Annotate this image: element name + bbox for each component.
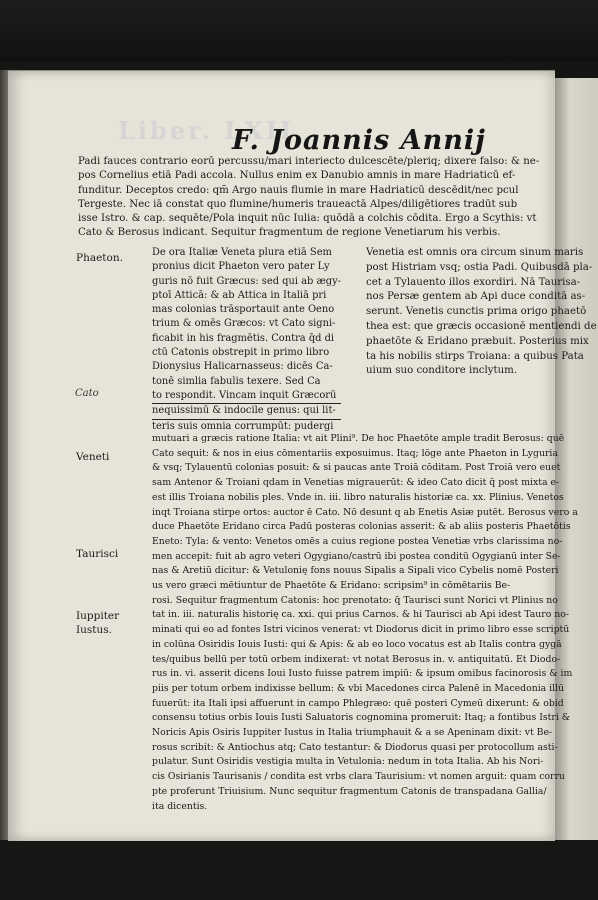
- text-line: minati qui eo ad fontes Istri vicinos venerat: vt Diodorus dicit in primo libro esse scriptū: [152, 624, 570, 636]
- text-line: Cato sequit: & nos in eius cōmentariis exposuimus. Itaq; lōge ante Phaeton in Lyguria: [152, 447, 558, 459]
- text-line: ficabit in his fragmētis. Contra q̄d di: [152, 332, 335, 344]
- text-line: ta his nobilis stirps Troiana: a quibus Pata: [366, 350, 584, 362]
- text-line: duce Phaetōte Eridano circa Padū posteras colonias asserit: & ab aliis posteris Phaetōtis: [152, 521, 571, 533]
- margin-note-taurisci: Taurisci: [76, 548, 119, 560]
- text-line: rosi. Sequitur fragmentum Catonis: hoc prenotato: q̄ Taurisci sunt Norici vt Plinius no: [152, 594, 558, 606]
- text-line: tat in. iii. naturalis historię ca. xxi. qui prius Carnos. & hi Taurisci ab Api idest Tauro no-: [152, 609, 570, 621]
- running-header: F. Joannis Annij: [232, 125, 486, 156]
- text-line: post Histriam vsq; ostia Padi. Quibusdā pla-: [366, 261, 593, 273]
- text-line: in colūna Osiridis Iouis Iusti: qui & Apis: & ab eo loco vocatus est ab Italis contra gygā: [152, 638, 562, 650]
- text-line: phaetōte & Eridano præbuit. Posterius mix: [366, 335, 589, 347]
- text-line: tonē simlia fabulis texere. Sed Ca: [152, 375, 321, 387]
- text-line: sam Antenor & Troiani qdam in Venetias migrauerūt: & ideo Cato dicit q̄ post mixta e-: [152, 477, 560, 489]
- text-line: cis Osirianis Taurisanis / condita est vrbs clara Taurisium: vt nomen arguit: quam corru: [152, 771, 565, 783]
- main-text: [152, 432, 578, 814]
- margin-note-phaeton: Phaeton.: [76, 252, 123, 264]
- text-line: to respondit. Vincam inquit Græcorū: [152, 389, 341, 404]
- text-line: rus in. vi. asserit dicens Ioui Iusto fuisse patrem impiū: & ipsum omibus facinorosis & im: [152, 668, 573, 680]
- text-line: tes/quibus bellū per totū orbem indixerat: vt notat Berosus in. v. antiquitatū. Et Diodo-: [152, 653, 561, 665]
- text-line: Padi fauces contrario eorū percussu/mari interiecto dulcescēte/pleriq; dixere falso: & ne-: [78, 156, 540, 167]
- text-line: Eneto: Tyla: & vento: Venetos omēs a cuius regione postea Venetiæ vrbs clarissima no-: [152, 535, 563, 547]
- margin-note-veneti: Veneti: [76, 451, 110, 463]
- margin-note-iuppiter: Iuppiter: [76, 610, 120, 622]
- text-line: funditur. Deceptos credo: qm̄ Argo nauis flumie in mare Hadriaticū descēdit/nec pcul: [78, 184, 519, 196]
- text-line: pronius dicit Phaeton vero pater Ly: [152, 261, 330, 273]
- text-line: mas colonias trāsportauit ante Oeno: [152, 304, 335, 316]
- text-line: nos Persæ gentem ab Api duce conditā as-: [366, 291, 586, 303]
- text-line: isse Istro. & cap. sequēte/Pola inquit nūc Iulia: quōdā a colchis cōdita. Ergo a Scythis: vt: [78, 213, 537, 225]
- text-line: thea est: que græcis occasionē mentiendi de: [366, 320, 597, 332]
- text-line: trium & omēs Græcos: vt Cato signi-: [152, 318, 336, 330]
- text-line: Tergeste. Nec iā constat quo flumine/humeris traueactā Alpes/diligētiores tradūt sub: [78, 198, 518, 210]
- text-line: pos Cornelius etiā Padi accola. Nullus enim ex Danubio amnis in mare Hadriaticū ef-: [78, 170, 516, 182]
- text-line: rosus scribit: & Antiochus atq; Cato testantur: & Diodorus quasi per protocollum asti-: [152, 741, 558, 753]
- text-line: serunt. Venetis cunctis prima origo phaetō: [366, 306, 587, 318]
- text-line: ita dicentis.: [152, 800, 208, 812]
- text-line: nequissimū & indocile genus: qui lit-: [152, 404, 341, 419]
- text-line: piis per totum orbem indixisse bellum: & vbi Macedones circa Palenē in Macedonia illū: [152, 682, 565, 694]
- bleed-through-text: Liber. LXII: [118, 116, 295, 145]
- text-line: men accepit: fuit ab agro veteri Ogygiano/castrū ibi postea conditū Ogygianū inter Se-: [152, 550, 561, 562]
- text-line: inqt Troiana stirpe ortos: auctor ē Cato. Nō desunt q ab Enetis Asiæ putēt. Berosus vero a: [152, 506, 578, 518]
- text-line: pte proferunt Triuisium. Nunc sequitur fragmentum Catonis de transpadana Gallia/: [152, 785, 547, 797]
- text-line: ctū Catonis obstrepit in primo libro: [152, 347, 330, 359]
- margin-note-iustus: Iustus.: [76, 624, 113, 636]
- text-line: us vero græci mētiuntur de Phaetōte & Eridano: scripsim⁹ in cōmētariis Be-: [152, 580, 511, 592]
- text-line: & vsq; Tylauentū colonias posuit: & si paucas ante Troiā cōditam. Post Troiā vero euet: [152, 462, 561, 474]
- text-line: mutuari a græcis ratione Italia: vt ait Plini⁹. De hoc Phaetōte ample tradit Berosus: quē: [152, 433, 565, 444]
- text-line: teris suis omnia corrumpūt: pudergi: [152, 420, 334, 432]
- text-line: uium suo conditore inclytum.: [366, 365, 518, 377]
- intro-paragraph: [78, 155, 539, 241]
- margin-note-handwritten-cato: Cato: [75, 388, 99, 399]
- text-line: ptoī Atticā: & ab Attica in Italiā pri: [152, 289, 327, 301]
- text-line: consensu totius orbis Iouis Iusti Saluatoris cognomina promeruit: Itaq; a fontibus Istri &: [152, 712, 571, 724]
- right-column: [366, 246, 597, 379]
- text-line: guris nō fuit Græcus: sed qui ab ægy-: [152, 275, 342, 287]
- text-line: fuuerūt: ita Itali ipsi affuerunt in campo Phlegræo: quē posteri Cymeū dixerunt: & obid: [152, 697, 564, 709]
- left-column: [152, 246, 341, 434]
- text-line: Venetia est omnis ora circum sinum maris: [366, 247, 584, 258]
- text-line: nas & Aretiū dicitur: & Vetulonię fons nouus Sipalis a Sipali vico Cybelis nomē Posteri: [152, 565, 559, 577]
- text-line: cet a Tylauento illos exordiri. Nā Taurisa-: [366, 276, 581, 288]
- book-cover-bottom: [0, 842, 598, 900]
- text-line: Noricis Apis Osiris Iuppiter Iustus in Italia triumphauit & a se Apeninam dixit: vt Be-: [152, 727, 553, 739]
- text-line: est illis Troiana nobilis ples. Vnde in. iii. libro naturalis historiæ ca. xx. Plinius. Venetos: [152, 491, 564, 503]
- book-cover-top: [0, 0, 598, 62]
- text-line: Cato & Berosus indicant. Sequitur fragmentum de regione Venetiarum his verbis.: [78, 227, 501, 239]
- text-line: Dionysius Halicarnasseus: dicēs Ca-: [152, 361, 333, 373]
- text-line: pulatur. Sunt Osiridis vestigia multa in Vetulonia: nedum in tota Italia. Ab his Nori-: [152, 756, 544, 768]
- text-line: De ora Italiæ Veneta plura etiā Sem: [152, 247, 332, 258]
